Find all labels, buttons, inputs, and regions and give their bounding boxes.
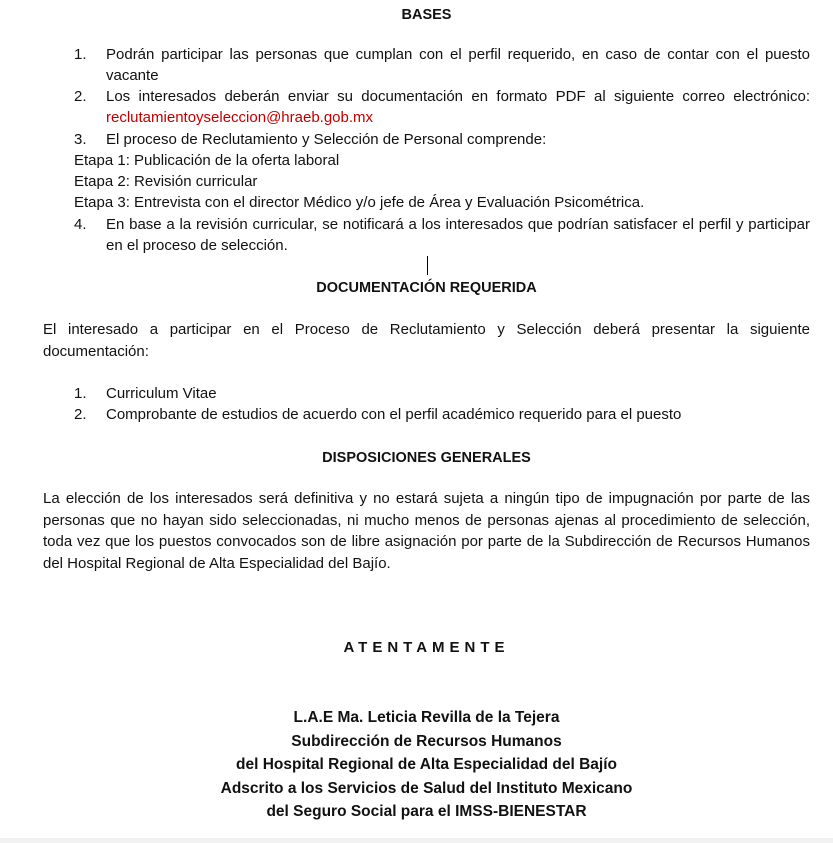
signature-affiliation: Adscrito a los Servicios de Salud del Instituto Mexicano [220,779,633,797]
doc-item-1-text: Curriculum Vitae [106,385,217,402]
disposiciones-text: La elección de los interesados será definitiva y no estará sujeta a ningún tipo de impugnación por parte de las personas que no hayan sido seleccionadas, ni mucho menos de personas ajenas al procedimiento de selección, toda vez que los puestos convocados son de libre asignación por parte de la Subdirección de Recursos Humanos del Hospital Regional de Alta Especialidad del Bajío. [43,490,810,572]
signature-affiliation-2: del Seguro Social para el IMSS-BIENESTAR [266,803,587,820]
bases-item-3-number: 3. [74,131,87,148]
closing-salutation: ATENTAMENTE [343,639,510,656]
doc-item-2-number: 2. [74,406,87,423]
bases-item-4-text: En base a la revisión curricular, se notificará a los interesados que podrían satisfacer el perfil y participar en el proceso de selección. [106,216,810,254]
etapa-2: Etapa 2: Revisión curricular [74,173,258,190]
bases-heading: BASES [401,7,452,23]
bases-item-4-number: 4. [74,216,87,233]
signature-block [0,706,833,824]
signature-name: L.A.E Ma. Leticia Revilla de la Tejera [293,709,560,726]
doc-item-2-text: Comprobante de estudios de acuerdo con el perfil académico requerido para el puesto [106,406,682,423]
signature-title: Subdirección de Recursos Humanos [291,732,562,750]
bases-item-2-number: 2. [74,88,87,105]
etapa-1: Etapa 1: Publicación de la oferta laboral [74,152,340,169]
etapa-3: Etapa 3: Entrevista con el director Médico y/o jefe de Área y Evaluación Psicométrica. [74,194,645,211]
text-cursor [427,256,428,275]
doc-item-1-number: 1. [74,385,87,402]
bases-item-3-text: El proceso de Reclutamiento y Selección de Personal comprende: [106,131,547,148]
bases-item-2 [106,86,810,128]
documentacion-heading: DOCUMENTACIÓN REQUERIDA [316,280,537,296]
email-link[interactable]: reclutamientoyseleccion@hraeb.gob.mx [106,109,374,126]
signature-institution: del Hospital Regional de Alta Especialidad del Bajío [236,756,617,773]
bases-item-1-text: Podrán participar las personas que cumplan con el perfil requerido, en caso de contar con el puesto vacante [106,46,810,84]
bases-item-1-number: 1. [74,46,87,63]
disposiciones-heading: DISPOSICIONES GENERALES [322,450,531,466]
page-bottom-edge [0,838,833,843]
documentacion-intro: El interesado a participar en el Proceso de Reclutamiento y Selección deberá presentar la siguiente documentación: [43,321,810,360]
bases-item-2-text: Los interesados deberán enviar su documentación en formato PDF al siguiente correo electrónico: [106,88,810,105]
